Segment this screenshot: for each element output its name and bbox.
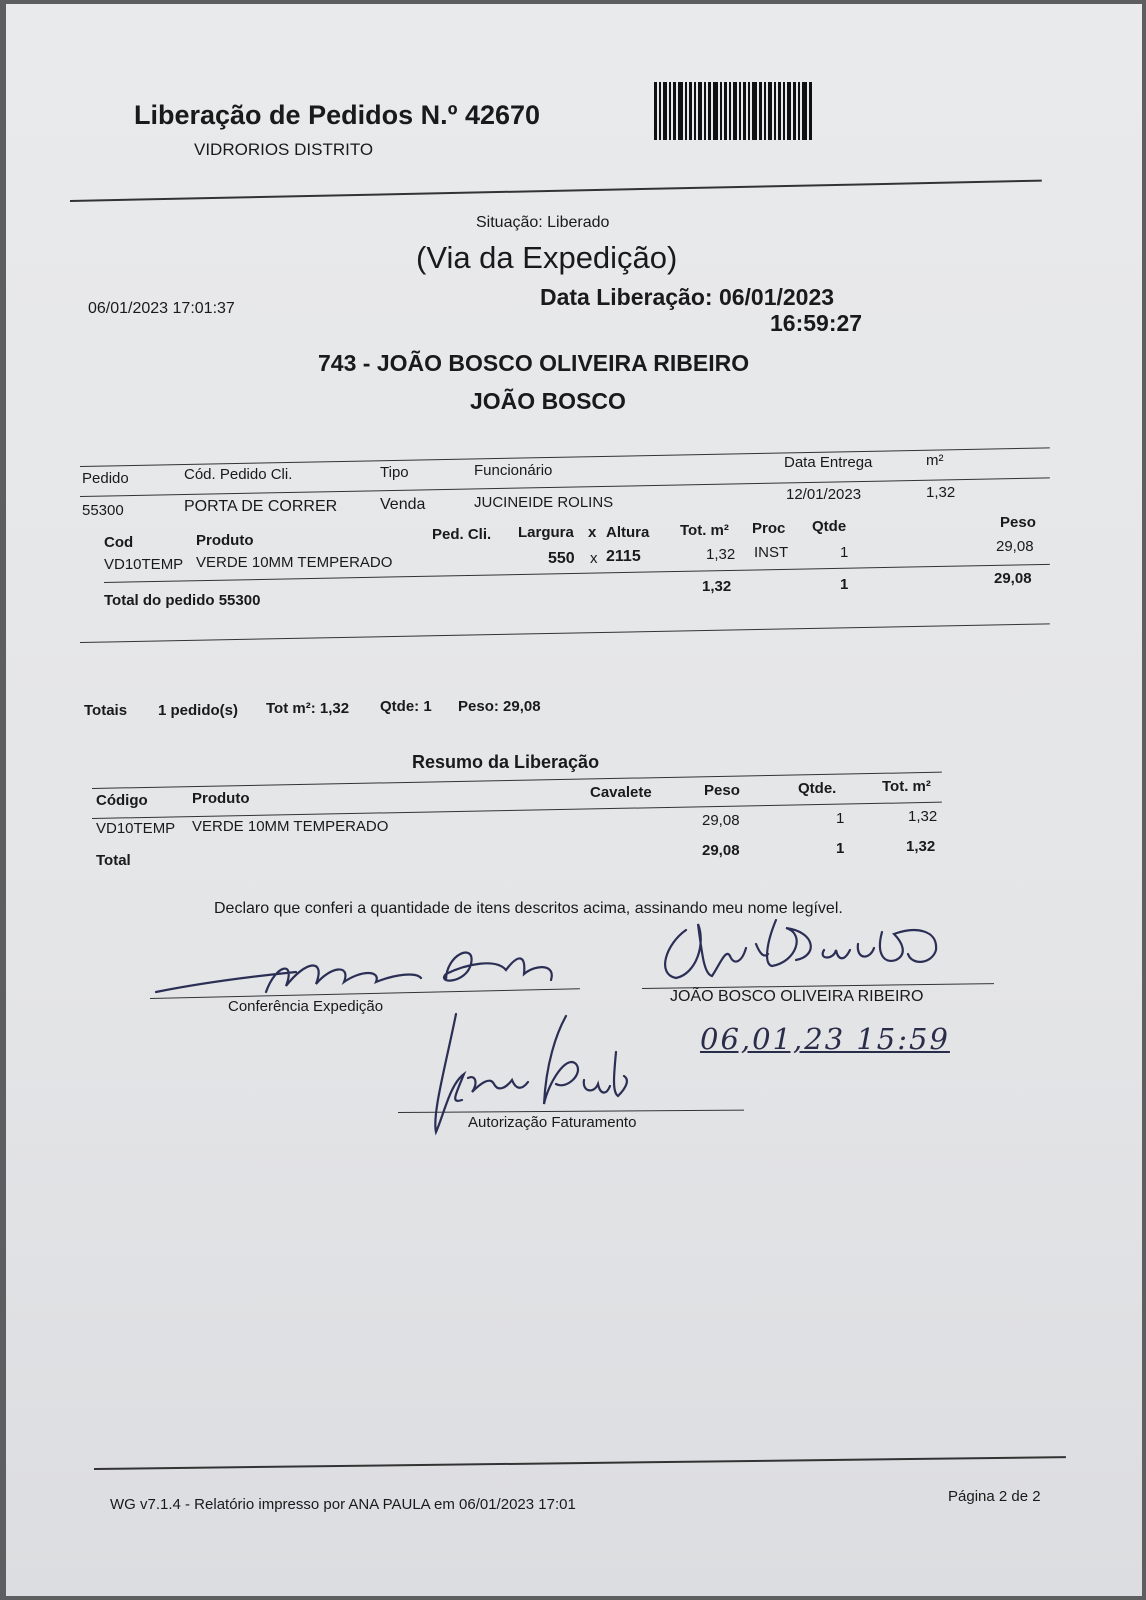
item-cod: VD10TEMP: [104, 556, 184, 573]
col-header-tipo: Tipo: [380, 464, 409, 481]
item-header-proc: Proc: [752, 520, 786, 537]
item-altura: 2115: [606, 548, 641, 565]
hora-liberacao: 16:59:27: [770, 310, 863, 336]
item-header-peso: Peso: [1000, 514, 1036, 531]
resumo-header-codigo: Código: [96, 792, 148, 809]
via-expedicao: (Via da Expedição): [416, 240, 678, 275]
item-x: x: [590, 550, 598, 567]
printed-datetime: 06/01/2023 17:01:37: [88, 300, 235, 317]
total-pedido-label: Total do pedido 55300: [104, 592, 261, 609]
col-header-funcionario: Funcionário: [474, 462, 553, 479]
cell-funcionario: JUCINEIDE ROLINS: [474, 494, 614, 511]
resumo-total-qtde: 1: [836, 840, 845, 857]
document-title: Liberação de Pedidos N.º 42670: [134, 100, 541, 130]
handwritten-date: 06,01,23 15:59: [700, 1022, 950, 1056]
barcode: [654, 82, 834, 140]
col-header-pedido: Pedido: [82, 470, 129, 487]
signature-label-conferencia: Conferência Expedição: [228, 998, 384, 1015]
resumo-cell-produto: VERDE 10MM TEMPERADO: [192, 818, 389, 835]
item-header-qtde: Qtde: [812, 518, 847, 535]
resumo-total-label: Total: [96, 852, 131, 869]
totais-peso: Peso: 29,08: [458, 698, 541, 715]
resumo-header-produto: Produto: [192, 790, 250, 807]
resumo-title: Resumo da Liberação: [412, 752, 600, 772]
header-divider: [70, 180, 1042, 202]
resumo-header-peso: Peso: [704, 782, 740, 799]
signature-autorizacao-handwriting: [416, 1004, 656, 1154]
col-header-cod-pedido-cli: Cód. Pedido Cli.: [184, 466, 293, 483]
item-qtde: 1: [840, 544, 849, 561]
data-liberacao: Data Liberação: 06/01/2023: [540, 284, 835, 310]
item-header-cod: Cod: [104, 534, 134, 551]
item-tot-m2: 1,32: [706, 546, 736, 563]
col-header-data-entrega: Data Entrega: [784, 454, 873, 471]
signature-label-autorizacao: Autorização Faturamento: [468, 1114, 637, 1131]
total-pedido-tot-m2: 1,32: [702, 578, 732, 595]
item-produto: VERDE 10MM TEMPERADO: [196, 554, 393, 571]
footer-divider: [94, 1456, 1066, 1470]
declaracao-text: Declaro que conferi a quantidade de itens descritos acima, assinando meu nome legível.: [214, 900, 843, 917]
item-header-x: x: [588, 524, 597, 541]
company-name: VIDRORIOS DISTRITO: [194, 140, 374, 159]
table-bottom-border: [80, 623, 1050, 643]
item-header-largura: Largura: [518, 524, 574, 541]
cliente-codigo-nome: 743 - JOÃO BOSCO OLIVEIRA RIBEIRO: [318, 350, 750, 376]
item-largura: 550: [548, 550, 575, 567]
cell-tipo: Venda: [380, 496, 426, 513]
resumo-header-cavalete: Cavalete: [590, 784, 652, 801]
signature-label-cliente: JOÃO BOSCO OLIVEIRA RIBEIRO: [670, 988, 924, 1005]
footer-page-number: Página 2 de 2: [948, 1488, 1041, 1505]
table-top-border: [80, 447, 1050, 467]
item-header-produto: Produto: [196, 532, 254, 549]
situacao: Situação: Liberado: [476, 214, 610, 231]
totais-pedidos: 1 pedido(s): [158, 702, 239, 719]
cell-data-entrega: 12/01/2023: [786, 486, 862, 503]
cell-cod-pedido-cli: PORTA DE CORRER: [184, 498, 338, 515]
resumo-cell-qtde: 1: [836, 810, 845, 827]
resumo-total-peso: 29,08: [702, 842, 740, 859]
cell-pedido: 55300: [82, 502, 124, 519]
cell-m2: 1,32: [926, 484, 956, 501]
resumo-header-tot-m2: Tot. m²: [882, 778, 931, 795]
total-pedido-qtde: 1: [840, 576, 849, 593]
item-proc: INST: [754, 544, 789, 561]
totais-tot-m2: Tot m²: 1,32: [266, 700, 350, 717]
signature-cliente-handwriting: [646, 904, 956, 994]
item-header-ped-cli: Ped. Cli.: [432, 526, 492, 543]
total-pedido-peso: 29,08: [994, 570, 1032, 587]
signature-conferencia-handwriting: [146, 934, 566, 1004]
resumo-cell-codigo: VD10TEMP: [96, 820, 176, 837]
totais-qtde: Qtde: 1: [380, 698, 432, 715]
item-header-altura: Altura: [606, 524, 650, 541]
item-peso: 29,08: [996, 538, 1034, 555]
resumo-total-tot-m2: 1,32: [906, 838, 936, 855]
resumo-cell-tot-m2: 1,32: [908, 808, 938, 825]
resumo-cell-peso: 29,08: [702, 812, 740, 829]
totais-label: Totais: [84, 702, 128, 719]
col-header-m2: m²: [926, 452, 944, 469]
resumo-header-qtde: Qtde.: [798, 780, 837, 797]
item-header-tot-m2: Tot. m²: [680, 522, 729, 539]
document-page: [6, 4, 1142, 1596]
footer-printed-by: WG v7.1.4 - Relatório impresso por ANA PAULA em 06/01/2023 17:01: [110, 1496, 576, 1513]
cliente-nome: JOÃO BOSCO: [470, 388, 626, 414]
